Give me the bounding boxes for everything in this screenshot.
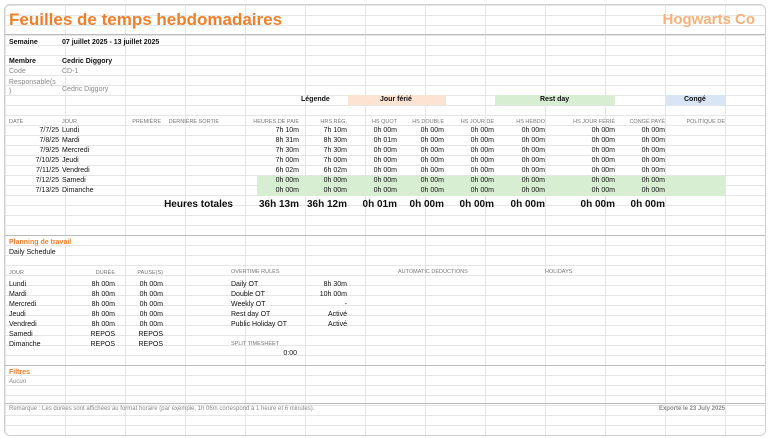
table-cell: 0h 00m bbox=[591, 177, 615, 184]
schedule-header: DURÉE bbox=[95, 270, 115, 276]
schedule-cell: REPOS bbox=[90, 331, 115, 338]
table-cell: 0h 00m bbox=[641, 187, 665, 194]
overtime-label: Double OT bbox=[231, 291, 265, 298]
week-value: 07 juillet 2025 - 13 juillet 2025 bbox=[62, 39, 160, 46]
totals-cell: 36h 13m bbox=[258, 199, 299, 210]
schedule-cell: 0h 00m bbox=[139, 321, 163, 328]
table-cell: 7h 10m bbox=[323, 127, 347, 134]
table-cell: 0h 00m bbox=[641, 157, 665, 164]
filters-title: Filtres bbox=[9, 369, 31, 376]
schedule-header: PAUSE(S) bbox=[137, 270, 163, 276]
totals-cell: 0h 00m bbox=[580, 199, 615, 210]
schedule-name: Daily Schedule bbox=[9, 249, 56, 256]
schedule-cell: 8h 00m bbox=[91, 281, 115, 288]
manager-value: Cedric Diggory bbox=[62, 86, 109, 93]
totals-cell: 0h 01m bbox=[362, 199, 397, 210]
split-label: SPLIT TIMESHEET bbox=[231, 341, 280, 347]
table-header-cell: DATE bbox=[9, 119, 24, 125]
company-name: Hogwarts Co bbox=[662, 11, 755, 28]
table-cell: 0h 00m bbox=[641, 127, 665, 134]
totals-cell: 36h 12m bbox=[306, 199, 347, 210]
table-cell: 0h 00m bbox=[420, 137, 444, 144]
table-cell: 0h 00m bbox=[420, 187, 444, 194]
schedule-title: Planning de travail bbox=[9, 239, 72, 246]
schedule-cell: Mardi bbox=[9, 291, 27, 298]
divider bbox=[5, 365, 765, 366]
table-header-cell: DERNIÈRE SORTIE bbox=[168, 119, 219, 125]
manager-label: Responsable(s ) bbox=[9, 79, 56, 95]
table-cell: 0h 00m bbox=[591, 187, 615, 194]
code-value: CD-1 bbox=[62, 68, 79, 75]
totals-cell: 0h 00m bbox=[510, 199, 545, 210]
table-header-cell: HRS RÉG. bbox=[320, 119, 347, 125]
schedule-cell: Jeudi bbox=[9, 311, 26, 318]
divider bbox=[5, 235, 765, 236]
holidays-title: HOLIDAYS bbox=[545, 269, 573, 275]
schedule-cell: Samedi bbox=[9, 331, 33, 338]
table-cell: 0h 00m bbox=[591, 127, 615, 134]
overtime-title: OVERTIME RULES bbox=[231, 269, 280, 275]
overtime-value: 8h 30m bbox=[323, 281, 347, 288]
table-cell: 0h 00m bbox=[420, 167, 444, 174]
table-header-cell: CONGÉ PAYÉ bbox=[629, 119, 665, 125]
table-cell: 0h 00m bbox=[521, 177, 545, 184]
table-cell: 7h 30m bbox=[323, 147, 347, 154]
table-cell: 7h 00m bbox=[275, 157, 299, 164]
table-cell: 7/13/25 bbox=[35, 187, 59, 194]
table-cell: 0h 01m bbox=[373, 137, 397, 144]
table-cell: 0h 00m bbox=[420, 147, 444, 154]
table-cell: Samedi bbox=[62, 177, 86, 184]
legend-leave: Congé bbox=[684, 96, 706, 103]
table-cell: Dimanche bbox=[62, 187, 94, 194]
schedule-cell: Lundi bbox=[9, 281, 27, 288]
filters-value: Aucun bbox=[9, 379, 27, 385]
table-cell: Mardi bbox=[62, 137, 80, 144]
table-cell: 0h 00m bbox=[420, 177, 444, 184]
table-cell: 0h 00m bbox=[521, 137, 545, 144]
table-cell: 7/10/25 bbox=[35, 157, 59, 164]
schedule-cell: 8h 00m bbox=[91, 311, 115, 318]
footer-note: Remarque : Les durées sont affichées au format horaire (par exemple, 1h 06m correspond à 1 heure et 6 minutes). bbox=[9, 406, 315, 412]
table-header-cell: HEURES DE PAIE bbox=[253, 119, 299, 125]
schedule-cell: 0h 00m bbox=[139, 291, 163, 298]
table-cell: 0h 00m bbox=[275, 187, 299, 194]
table-cell: 0h 00m bbox=[591, 137, 615, 144]
overtime-value: - bbox=[344, 301, 347, 308]
overtime-value: Activé bbox=[327, 311, 347, 318]
schedule-cell: REPOS bbox=[138, 331, 163, 338]
table-cell: Vendredi bbox=[62, 167, 90, 174]
schedule-cell: 0h 00m bbox=[139, 311, 163, 318]
timesheet-sheet bbox=[4, 4, 766, 436]
totals-label: Heures totales bbox=[164, 199, 233, 210]
table-cell: 0h 00m bbox=[470, 157, 494, 164]
table-cell: 6h 02m bbox=[275, 167, 299, 174]
export-date: Exporté le 23 July 2025 bbox=[658, 406, 725, 412]
schedule-cell: 8h 00m bbox=[91, 321, 115, 328]
code-label: Code bbox=[9, 68, 26, 75]
table-cell: 0h 00m bbox=[470, 127, 494, 134]
table-cell: 0h 00m bbox=[521, 127, 545, 134]
table-cell: 0h 00m bbox=[420, 127, 444, 134]
table-cell: 0h 00m bbox=[373, 157, 397, 164]
table-cell: Jeudi bbox=[62, 157, 79, 164]
table-cell: 0h 00m bbox=[591, 147, 615, 154]
table-cell: 0h 00m bbox=[470, 137, 494, 144]
schedule-cell: Vendredi bbox=[9, 321, 37, 328]
overtime-label: Public Holiday OT bbox=[231, 321, 288, 328]
member-label: Membre bbox=[9, 58, 36, 65]
table-cell: 0h 00m bbox=[591, 167, 615, 174]
table-header-cell: HS JOUR FÉRIÉ bbox=[573, 119, 615, 125]
table-header-cell: JOUR bbox=[62, 119, 77, 125]
table-header-cell: HS DOUBLE bbox=[412, 119, 444, 125]
table-header-cell: POLITIQUE DE bbox=[686, 119, 725, 125]
table-cell: 0h 00m bbox=[521, 157, 545, 164]
table-cell: 0h 00m bbox=[470, 177, 494, 184]
overtime-label: Weekly OT bbox=[231, 301, 266, 308]
table-cell: 7/8/25 bbox=[39, 137, 59, 144]
table-cell: 0h 00m bbox=[323, 177, 347, 184]
schedule-cell: REPOS bbox=[138, 341, 163, 348]
table-cell: 7/12/25 bbox=[35, 177, 59, 184]
split-value: 0:00 bbox=[283, 350, 297, 357]
table-cell: 0h 00m bbox=[641, 167, 665, 174]
totals-cell: 0h 00m bbox=[459, 199, 494, 210]
table-header-cell: HS JOUR DE bbox=[460, 119, 494, 125]
table-cell: 0h 00m bbox=[591, 157, 615, 164]
table-cell: 7/7/25 bbox=[39, 127, 59, 134]
table-header-cell: HS QUOT bbox=[371, 119, 397, 125]
table-cell: 7h 00m bbox=[323, 157, 347, 164]
schedule-cell: Mercredi bbox=[9, 301, 37, 308]
schedule-cell: Dimanche bbox=[9, 341, 41, 348]
table-cell: 0h 00m bbox=[275, 177, 299, 184]
divider bbox=[5, 403, 765, 404]
table-cell: Lundi bbox=[62, 127, 80, 134]
table-cell: 0h 00m bbox=[323, 187, 347, 194]
page-title: Feuilles de temps hebdomadaires bbox=[9, 10, 283, 29]
overtime-value: Activé bbox=[327, 321, 347, 328]
table-cell: Mercredi bbox=[62, 147, 90, 154]
table-cell: 0h 00m bbox=[373, 187, 397, 194]
table-cell: 0h 00m bbox=[420, 157, 444, 164]
table-cell: 0h 00m bbox=[521, 167, 545, 174]
overtime-label: Rest day OT bbox=[231, 311, 271, 318]
table-cell: 0h 00m bbox=[373, 167, 397, 174]
table-header-cell: HS HEBDO bbox=[516, 119, 545, 125]
table-cell: 7/11/25 bbox=[36, 167, 59, 174]
table-cell: 0h 00m bbox=[641, 147, 665, 154]
legend-label: Légende bbox=[301, 96, 330, 103]
overtime-value: 10h 00m bbox=[319, 291, 347, 298]
table-cell: 0h 00m bbox=[521, 187, 545, 194]
table-cell: 7h 10m bbox=[275, 127, 299, 134]
deductions-title: AUTOMATIC DEDUCTIONS bbox=[398, 269, 468, 275]
table-cell: 0h 00m bbox=[470, 187, 494, 194]
table-cell: 0h 00m bbox=[373, 127, 397, 134]
table-cell: 0h 00m bbox=[521, 147, 545, 154]
member-name: Cedric Diggory bbox=[62, 58, 113, 65]
week-label: Semaine bbox=[9, 39, 38, 46]
schedule-cell: 8h 00m bbox=[91, 301, 115, 308]
table-header-cell: PREMIÈRE bbox=[132, 119, 161, 125]
table-cell: 7/9/25 bbox=[39, 147, 59, 154]
schedule-cell: 0h 00m bbox=[139, 281, 163, 288]
table-cell: 0h 00m bbox=[470, 147, 494, 154]
totals-cell: 0h 00m bbox=[409, 199, 444, 210]
table-cell: 0h 00m bbox=[641, 177, 665, 184]
table-cell: 8h 31m bbox=[275, 137, 299, 144]
table-cell: 6h 02m bbox=[323, 167, 347, 174]
table-cell: 0h 00m bbox=[470, 167, 494, 174]
overtime-label: Daily OT bbox=[231, 281, 259, 288]
schedule-cell: 8h 00m bbox=[91, 291, 115, 298]
legend-rest: Rest day bbox=[540, 96, 570, 103]
legend-holiday: Jour férié bbox=[380, 96, 412, 103]
table-cell: 0h 00m bbox=[373, 147, 397, 154]
table-cell: 8h 30m bbox=[323, 137, 347, 144]
schedule-cell: REPOS bbox=[90, 341, 115, 348]
table-cell: 0h 00m bbox=[641, 137, 665, 144]
totals-cell: 0h 00m bbox=[630, 199, 665, 210]
table-cell: 0h 00m bbox=[373, 177, 397, 184]
schedule-header: JOUR bbox=[9, 270, 24, 276]
divider bbox=[5, 34, 765, 35]
table-cell: 7h 30m bbox=[275, 147, 299, 154]
schedule-cell: 0h 00m bbox=[139, 301, 163, 308]
